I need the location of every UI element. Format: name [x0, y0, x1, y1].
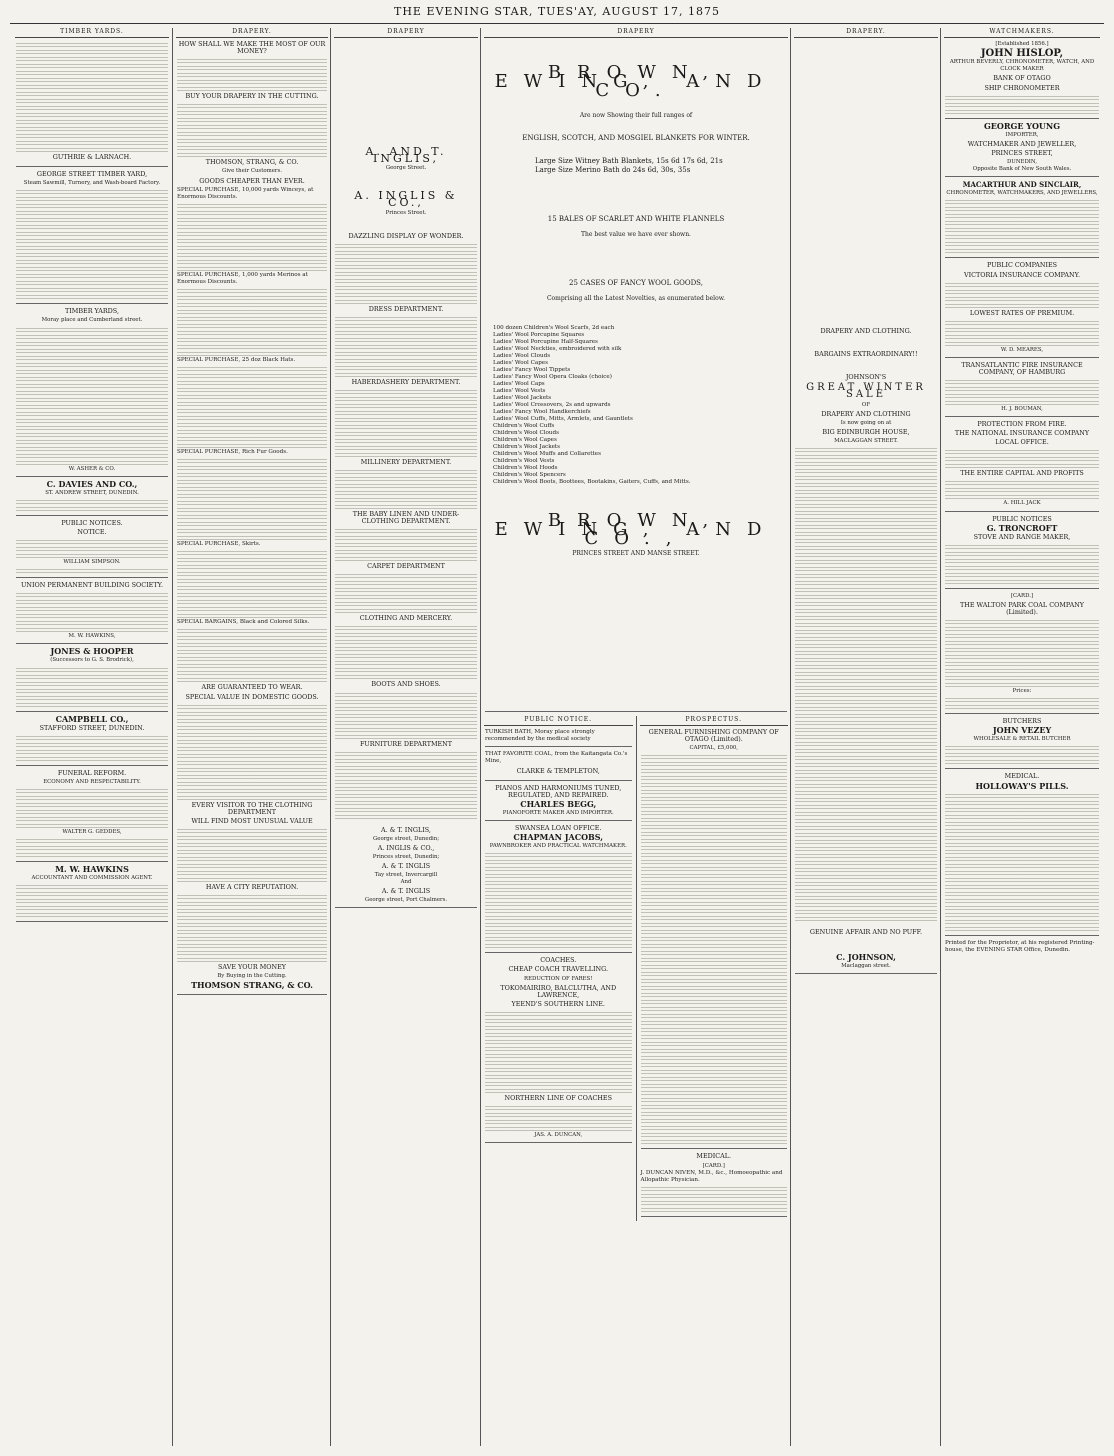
established: [Established 1856.] — [995, 41, 1049, 48]
column-header: TIMBER YARDS. — [15, 28, 169, 38]
hawkins-title: M. W. HAWKINS — [55, 863, 129, 874]
inglis-f1: A. & T. INGLIS, — [381, 825, 431, 834]
drapery-label: DRAPERY AND CLOTHING — [821, 409, 911, 418]
maclaggan: MACLAGGAN STREET. — [834, 437, 898, 444]
timber2-title: TIMBER YARDS, — [65, 307, 119, 316]
walton-ad — [945, 593, 1099, 714]
inglis-f2: A. INGLIS & CO., — [377, 843, 435, 852]
public-notice-col — [481, 716, 636, 1221]
wool-item: Ladies' Wool Clouds — [493, 353, 551, 360]
column-drapery-inglis — [330, 28, 481, 1446]
transatlantic-ad — [945, 362, 1099, 417]
thomson-name: THOMSON, STRANG, & CO. — [205, 158, 299, 167]
masthead: THE EVENING STAR, TUES'AY, AUGUST 17, 1875 — [394, 5, 720, 18]
wool-item: Children's Wool Clouds — [493, 430, 559, 437]
special-silks: SPECIAL BARGAINS, Black and Colored Silks. — [177, 619, 310, 626]
column-drapery-thomson — [172, 28, 331, 1446]
holloway-ad — [945, 773, 1099, 935]
prospectus-col — [636, 716, 792, 1221]
brown-ewing-footer-title: BROWN, EWING, AND CO., — [494, 510, 778, 550]
meares: W. D. MEARES, — [1000, 346, 1044, 353]
johnson-ad — [795, 328, 937, 974]
butchers-head: BUTCHERS — [1002, 717, 1042, 726]
troncroft-ad — [945, 516, 1099, 589]
johnson-sub: Maclaggan street. — [841, 963, 891, 970]
macarthur-sub: CHRONOMETER, WATCHMAKERS, AND JEWELLERS, — [946, 190, 1098, 197]
inglis-title: A. AND T. INGLIS, — [365, 145, 447, 166]
wool-item: Children's Wool Hoods — [493, 465, 558, 472]
special-skirts: SPECIAL PURCHASE, Skirts. — [177, 541, 261, 548]
swansea-ad — [485, 825, 632, 953]
wool-item: Ladies' Fancy Wool Opera Cloaks (choice) — [493, 374, 612, 381]
notices-head: PUBLIC NOTICES — [992, 514, 1052, 523]
wool-item: Children's Wool Jackets — [493, 444, 561, 451]
column-brown-ewing — [480, 28, 791, 1446]
clothing-value: WILL FIND MOST UNUSUAL VALUE — [191, 816, 313, 825]
asher-ad — [16, 308, 168, 476]
begg-name: CHARLES BEGG, — [520, 798, 597, 809]
inglis-f3s: Tay street, Invercargill — [374, 872, 438, 879]
wool-item: Ladies' Fancy Wool Handkerchiefs — [493, 409, 591, 416]
card-label: [CARD.] — [702, 1162, 725, 1169]
lowest-rates: LOWEST RATES OF PREMIUM. — [969, 308, 1075, 317]
inglis-sub: George Street. — [385, 165, 427, 172]
flannels-sub: The best value we have ever shown. — [581, 231, 691, 239]
george-street-timber-ad — [16, 171, 168, 304]
vezey-ad — [945, 718, 1099, 769]
stafford-street: STAFFORD STREET, DUNEDIN. — [39, 723, 145, 732]
special-merinos: SPECIAL PURCHASE, 1,000 yards Merinos at Enormous Discounts. — [177, 271, 308, 285]
stove-maker: STOVE AND RANGE MAKER, — [973, 532, 1071, 541]
baby-dept: THE BABY LINEN AND UNDER-CLOTHING DEPARTMENT. — [352, 510, 460, 526]
thomson-buy: BUY YOUR DRAPERY IN THE CUTTING. — [185, 92, 319, 101]
northern: NORTHERN LINE OF COACHES — [504, 1093, 612, 1102]
jones-sub: (Successors to G. S. Brodrick), — [50, 657, 134, 664]
clothing-dept: CLOTHING AND MERCERY. — [359, 614, 453, 623]
wool-item: Ladies' Wool Crossovers, 2s and upwards — [493, 402, 611, 409]
niven: J. DUNCAN NIVEN, M.D., &c., Homoeopathic and Allopathic Physician. — [640, 1169, 783, 1183]
prospectus-head: PROSPECTUS. — [640, 716, 789, 726]
inglis-f2s: Princes street, Dunedin; — [372, 853, 440, 860]
wool-item: Ladies' Wool Neckties, embroidered with silk — [493, 346, 622, 353]
cheap-coach: CHEAP COACH TRAVELLING. — [508, 965, 608, 974]
special-winceys: SPECIAL PURCHASE, 10,000 yards Winceys, at Enormous Discounts. — [177, 186, 314, 200]
hislop-name: JOHN HISLOP, — [980, 48, 1064, 60]
dazzling: DAZZLING DISPLAY OF WONDER. — [348, 231, 464, 240]
blankets: ENGLISH, SCOTCH, AND MOSGIEL BLANKETS FOR WINTER. — [522, 134, 750, 143]
davies-sub: ST. ANDREW STREET, DUNEDIN. — [45, 489, 139, 496]
geddes-name: WALTER G. GEDDES, — [62, 828, 122, 835]
wool-item: 100 dozen Children's Wool Scarfs, 2d each — [493, 325, 615, 332]
tokomairiro: TOKOMAIRIRO, BALCLUTHA, AND LAWRENCE, — [500, 983, 617, 999]
ship-chrono: SHIP CHRONOMETER — [984, 83, 1060, 92]
simpson-name: WILLIAM SIMPSON. — [63, 559, 121, 566]
swansea-title: SWANSEA LOAN OFFICE. — [515, 824, 602, 833]
inglis2-sub: Princes Street. — [385, 209, 427, 216]
wool-item: Ladies' Wool Vests — [493, 388, 546, 395]
yeend: YEEND'S SOUTHERN LINE. — [511, 999, 605, 1008]
young-jeweller: WATCHMAKER AND JEWELLER, — [967, 139, 1077, 148]
timber-yard-title: GEORGE STREET TIMBER YARD, — [36, 170, 148, 179]
davies-ad — [16, 478, 168, 516]
brown-ewing-footer-sub: PRINCES STREET AND MANSE STREET. — [572, 550, 700, 558]
wool-item: Children's Wool Boots, Boottees, Bootakins, Gaiters, Cuffs, and Mitts. — [493, 479, 691, 486]
brown-ewing-ad — [485, 62, 787, 712]
campbell-title: CAMPBELL CO., — [55, 713, 129, 724]
special-furs: SPECIAL PURCHASE, Rich Fur Goods. — [177, 449, 288, 456]
young-ad — [945, 120, 1099, 178]
johnsons: JOHNSON'S — [845, 373, 887, 382]
thomson-ad — [177, 41, 327, 995]
drapery-clothing: DRAPERY AND CLOTHING. — [820, 327, 912, 336]
witney: Large Size Witney Bath Blankets, 15s 6d 17s 6d, 21s — [535, 157, 723, 166]
gfc-title: GENERAL FURNISHING COMPANY OF OTAGO (Limited). — [648, 728, 779, 744]
coaches-ad — [485, 957, 632, 1143]
wool-item: Ladies' Wool Cuffs, Mitts, Armlets, and Gauntlets — [493, 416, 633, 423]
domestic: SPECIAL VALUE IN DOMESTIC GOODS. — [185, 692, 319, 701]
jones-title: JONES & HOOPER — [50, 646, 134, 657]
johnson-name: C. JOHNSON, — [836, 952, 896, 963]
inglis-and: And — [400, 879, 412, 886]
imprint — [945, 940, 1099, 957]
funeral-ad — [16, 770, 168, 862]
asher-name: W. ASHER & CO. — [68, 465, 116, 472]
coal-text: THAT FAVORITE COAL, from the Kaitangata Co.'s Mine, — [485, 751, 628, 765]
going-on: Is now going on at — [840, 419, 892, 426]
funeral-sub: ECONOMY AND RESPECTABILITY. — [43, 778, 141, 785]
wool-goods-list — [493, 325, 787, 486]
wool-item: Children's Wool Vests — [493, 458, 555, 465]
thomson-footer: THOMSON STRANG, & CO. — [191, 980, 313, 991]
davies-title: C. DAVIES AND CO., — [46, 478, 138, 489]
jacobs-sub: PAWNBROKER AND PRACTICAL WATCHMAKER. — [489, 843, 627, 850]
local-office: LOCAL OFFICE. — [995, 438, 1049, 447]
inglis2-title: A. INGLIS & CO., — [354, 189, 458, 210]
timber-yard-sub: Steam Sawmill, Turnery, and Wash-board Factory. — [23, 180, 161, 187]
wool-item: Ladies' Wool Capes — [493, 360, 548, 367]
column-watchmakers — [940, 28, 1103, 1446]
column-header: DRAPERY. — [794, 28, 938, 38]
printed-for: Printed for the Proprietor, at his registered Printing-house, the EVENING STAR Office, Dunedin. — [945, 939, 1095, 953]
inglis-f1s: George street, Dunedin; — [372, 835, 440, 842]
pianos: PIANOS AND HARMONIUMS TUNED, REGULATED, AND REPAIRED. — [495, 783, 622, 799]
public-notices-head: PUBLIC NOTICES. — [61, 518, 123, 527]
special-hats: SPECIAL PURCHASE, 25 doz Black Hats. — [177, 357, 296, 364]
inglis-f5s: George street, Port Chalmers. — [364, 897, 448, 904]
hawkins-sub: ACCOUNTANT AND COMMISSION AGENT. — [31, 875, 153, 882]
turkish-ad — [485, 729, 632, 747]
wool-item: Children's Wool Cuffs — [493, 423, 555, 430]
wool-item: Ladies' Wool Caps — [493, 381, 545, 388]
begg-ad — [485, 785, 632, 821]
reputation: HAVE A CITY REPUTATION. — [205, 882, 299, 891]
public-companies-head: PUBLIC COMPANIES — [986, 261, 1058, 270]
column-header: DRAPERY — [334, 28, 478, 38]
column-timber-yards — [12, 28, 172, 1446]
medical-head2: MEDICAL. — [1004, 772, 1040, 781]
young-opp: Opposite Bank of New South Wales. — [972, 166, 1072, 173]
public-notice-head: PUBLIC NOTICE. — [484, 716, 633, 726]
inglis-f3: A. & T. INGLIS — [381, 861, 431, 870]
of-label: OF — [861, 401, 871, 408]
union-ad — [16, 582, 168, 644]
guaranteed: ARE GUARANTEED TO WEAR. — [201, 683, 303, 692]
inglis-f5: A. & T. INGLIS — [381, 887, 431, 896]
millinery-dept: MILLINERY DEPARTMENT. — [360, 457, 452, 466]
holloway: HOLLOWAY'S PILLS. — [975, 780, 1069, 791]
cases-sub: Comprising all the Latest Novelties, as enumerated below. — [546, 295, 726, 303]
hislop-sub: ARTHUR BEVERLY, CHRONOMETER, WATCH, AND CLOCK MAKER — [949, 59, 1095, 73]
timber2-sub: Moray place and Cumberland street. — [41, 317, 143, 324]
entire-capital: THE ENTIRE CAPITAL AND PROFITS — [960, 469, 1084, 478]
bargains: BARGAINS EXTRAORDINARY!! — [814, 350, 918, 359]
gfc-ad — [641, 729, 788, 1149]
column-header: DRAPERY — [484, 28, 788, 38]
center-lower — [481, 716, 791, 1221]
showing: Are now Showing their full ranges of — [579, 112, 693, 120]
great-winter-sale: GREAT WINTER SALE — [806, 382, 926, 401]
clarke-name: CLARKE & TEMPLETON, — [516, 766, 600, 775]
save-money: SAVE YOUR MONEY — [218, 962, 286, 971]
young-importer: IMPORTER, — [1005, 131, 1039, 138]
thomson-give: Give their Customers. — [222, 168, 282, 175]
macarthur-name: MACARTHUR AND SINCLAIR, — [962, 180, 1082, 190]
guthrie-name: GUTHRIE & LARNACH. — [52, 153, 132, 162]
jacobs-name: CHAPMAN JACOBS, — [513, 832, 604, 843]
hawkins-accountant-ad — [16, 863, 168, 922]
medical-head: MEDICAL. — [696, 1152, 732, 1161]
wool-item: Ladies' Wool Porcupine Half-Squares — [493, 339, 598, 346]
transatlantic: TRANSATLANTIC FIRE INSURANCE COMPANY, OF HAMBURG — [961, 360, 1083, 376]
edinburgh-house: BIG EDINBURGH HOUSE, — [822, 427, 910, 436]
public-companies — [945, 262, 1099, 357]
dress-dept: DRESS DEPARTMENT. — [368, 304, 444, 313]
thomson-question: HOW SHALL WE MAKE THE MOST OF OUR MONEY? — [178, 40, 326, 56]
cases: 25 CASES OF FANCY WOOL GOODS, — [569, 279, 703, 288]
young-princes: PRINCES STREET, — [991, 148, 1053, 157]
union-title: UNION PERMANENT BUILDING SOCIETY. — [20, 581, 164, 590]
merino-bath: Large Size Merino Bath do 24s 6d, 30s, 35s — [535, 166, 691, 175]
wool-item: Ladies' Wool Porcupine Squares — [493, 332, 585, 339]
public-notices — [16, 520, 168, 578]
haber-dept: HABERDASHERY DEPARTMENT. — [351, 377, 461, 386]
column-header: WATCHMAKERS. — [944, 28, 1100, 38]
vezey: JOHN VEZEY — [992, 725, 1052, 736]
bank-otago: BANK OF OTAGO — [993, 74, 1051, 83]
flannels: 15 BALES OF SCARLET AND WHITE FLANNELS — [547, 215, 725, 224]
coaches-head: COACHES. — [540, 956, 577, 965]
jones-hooper-ad — [16, 648, 168, 711]
hislop-ad — [945, 41, 1099, 119]
young-name: GEORGE YOUNG — [983, 120, 1061, 131]
victoria: VICTORIA INSURANCE COMPANY. — [963, 270, 1080, 279]
inglis-ad — [335, 145, 477, 908]
hill-jack: A. HILL JACK — [1003, 500, 1041, 507]
wool-item: Ladies' Wool Jackets — [493, 395, 552, 402]
walton: THE WALTON PARK COAL COMPANY (Limited). — [959, 600, 1085, 616]
save-sub: By Buying in the Cutting. — [217, 973, 287, 980]
boots-dept: BOOTS AND SHOES. — [371, 680, 441, 689]
card2: [CARD.] — [1010, 592, 1034, 599]
furniture-dept: FURNITURE DEPARTMENT — [359, 739, 453, 748]
guthrie-ad — [16, 41, 168, 167]
wool-item: Children's Wool Spencers — [493, 472, 566, 479]
thomson-cheaper: GOODS CHEAPER THAN EVER. — [199, 176, 305, 185]
young-dunedin: DUNEDIN, — [1006, 159, 1038, 166]
carpet-dept: CARPET DEPARTMENT — [367, 562, 445, 571]
genuine: GENUINE AFFAIR AND NO PUFF. — [809, 928, 923, 937]
national-ad — [945, 421, 1099, 511]
coal-ad — [485, 751, 632, 780]
gfc-capital: CAPITAL, £5,000, — [689, 745, 739, 752]
notice-head: NOTICE. — [77, 527, 107, 536]
brown-ewing-title: BROWN, EWING, AND CO. — [494, 62, 778, 102]
begg-sub: PIANOFORTE MAKER AND IMPORTER. — [502, 809, 614, 816]
bouman: H. J. BOUMAN, — [1001, 405, 1043, 412]
column-johnson — [790, 28, 941, 1446]
wool-item: Children's Wool Muffs and Collarettes — [493, 451, 601, 458]
masthead-rule — [10, 23, 1104, 24]
wool-item: Ladies' Fancy Wool Tippets — [493, 367, 571, 374]
macarthur-ad — [945, 181, 1099, 258]
turkish-text: TURKISH BATH, Moray place strongly recommended by the medical society — [485, 729, 595, 743]
protection: PROTECTION FROM FIRE. — [977, 420, 1067, 429]
funeral-title: FUNERAL REFORM. — [57, 768, 127, 777]
hawkins-secretary: M. W. HAWKINS, — [68, 633, 116, 640]
campbell-ad — [16, 713, 168, 766]
reduction: REDUCTION OF FARES! — [524, 975, 593, 982]
column-header: DRAPERY. — [176, 28, 328, 38]
vezey-sub: WHOLESALE & RETAIL BUTCHER — [973, 736, 1071, 743]
national: THE NATIONAL INSURANCE COMPANY — [954, 429, 1090, 438]
troncroft: G. TRONCROFT — [986, 522, 1058, 533]
prices: Prices: — [1012, 688, 1032, 695]
clothing-visitor: EVERY VISITOR TO THE CLOTHING DEPARTMENT — [191, 800, 313, 816]
medical-ad — [641, 1153, 788, 1216]
duncan: JAS. A. DUNCAN, — [534, 1131, 583, 1138]
wool-item: Children's Wool Capes — [493, 437, 557, 444]
